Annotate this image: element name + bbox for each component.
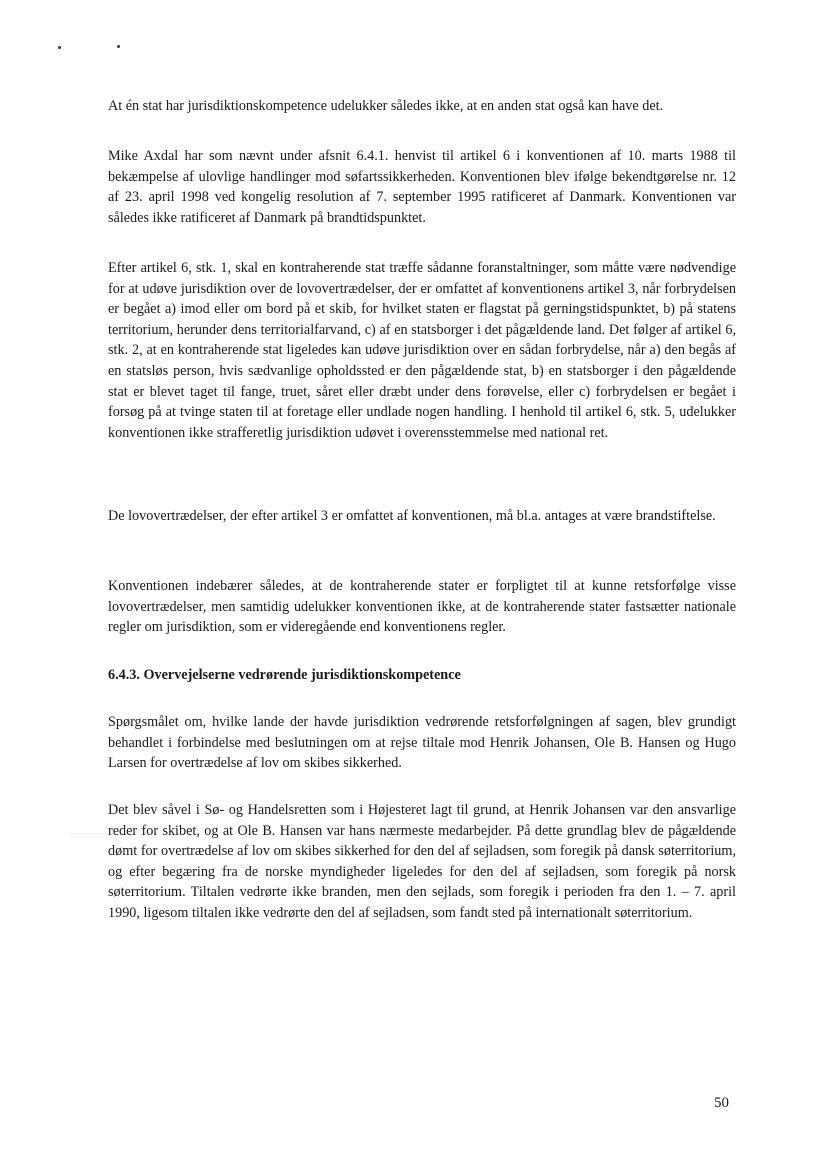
paragraph: Spørgsmålet om, hvilke lande der havde jurisdiktion vedrørende retsforfølgningen af sagen, blev grundigt behandlet i forbindelse med beslutningen om at rejse tiltale mod Henrik Johansen, Ole B. Hansen og Hugo Larsen for overtrædelse af lov om skibes sikkerhed.	[108, 714, 736, 772]
scan-speck	[58, 46, 61, 49]
page-number: 50	[714, 1095, 729, 1111]
paragraph: Mike Axdal har som nævnt under afsnit 6.4.1. henvist til artikel 6 i konventionen af 10. marts 1988 til bekæmpelse af ulovlige handlinger mod søfartssikkerheden. Konventionen blev ifølge bekendtgørelse nr. 12 af 23. april 1998 ved kongelig resolution af 7. september 1995 ratificeret af Danmark. Konventionen var således ikke ratificeret af Danmark på brandtidspunktet.	[108, 148, 736, 226]
paragraph: Konventionen indebærer således, at de kontraherende stater er forpligtet til at kunne retsforfølge visse lovovertrædelser, men samtidig udelukker konventionen ikke, at de kontraherende stater fastsætter nationale regler om jurisdiktion, som er videregående end konventionens regler.	[108, 578, 736, 636]
paragraph: At én stat har jurisdiktionskompetence udelukker således ikke, at en anden stat også kan have det.	[108, 98, 664, 114]
paragraph: Det blev såvel i Sø- og Handelsretten som i Højesteret lagt til grund, at Henrik Johansen var den ansvarlige reder for skibet, og at Ole B. Hansen var hans nærmeste medarbejder. På dette grundlag blev de pågældende dømt for overtrædelse af lov om skibes sikkerhed for den del af sejladsen, som foregik på dansk søterritorium, og efter begæring fra de norske myndigheder ligeledes for den del af sejladsen, som foregik på norsk søterritorium. Tiltalen vedrørte ikke branden, men den sejlads, som foregik i perioden fra den 1. – 7. april 1990, ligesom tiltalen ikke vedrørte den del af sejladsen, som fandt sted på internationalt søterritorium.	[108, 802, 736, 921]
section-heading: 6.4.3. Overvejelserne vedrørende jurisdiktionskompetence	[108, 667, 461, 683]
paragraph: Efter artikel 6, stk. 1, skal en kontraherende stat træffe sådanne foranstaltninger, som måtte være nødvendige for at udøve jurisdiktion over de lovovertrædelser, der er omfattet af konventionens artikel 3, når forbrydelsen er begået a) imod eller om bord på et skib, for hvilket staten er flagstat på gerningstidspunktet, b) på statens territorium, herunder dens territorialfarvand, c) af en statsborger i det pågældende land. Det følger af artikel 6, stk. 2, at en kontraherende stat ligeledes kan udøve jurisdiktion over en sådan forbrydelse, når a) den begås af en statsløs person, hvis sædvanlige opholdssted er den pågældende stat, b) en statsborger i den pågældende stat er blevet taget til fange, truet, såret eller dræbt under dens forøvelse, eller c) forbrydelsen er begået i forsøg på at tvinge staten til at foretage eller undlade nogen handling. I henhold til artikel 6, stk. 5, udelukker konventionen ikke strafferetlig jurisdiktion udøvet i overensstemmelse med national ret.	[108, 260, 736, 441]
scan-speck	[117, 45, 120, 48]
scan-line	[68, 833, 108, 834]
paragraph: De lovovertrædelser, der efter artikel 3 er omfattet af konventionen, må bl.a. antages at være brandstiftelse.	[108, 508, 716, 524]
